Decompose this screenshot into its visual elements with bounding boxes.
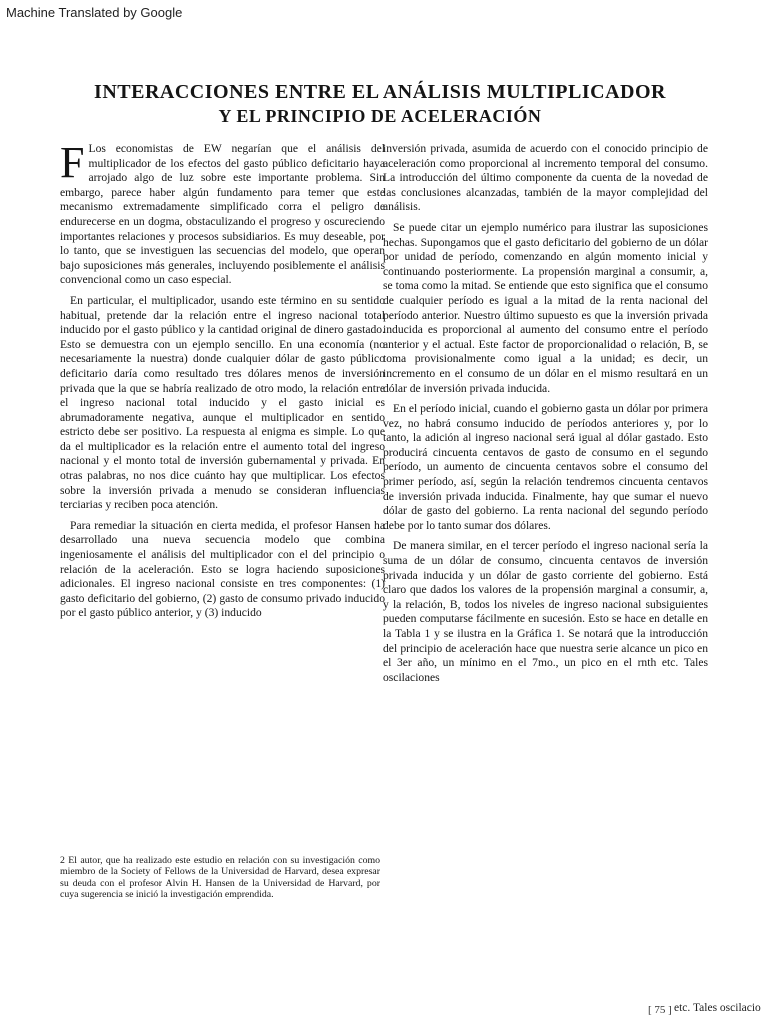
right-paragraph-1: inversión privada, asumida de acuerdo con el conocido principio de aceleración como proporcional al incremento temporal del consumo. La introducción del último componente da cuenta de la novedad de las conclusiones alcanzadas, también de la mayor complejidad del análisis. [383,142,708,214]
title-line-1: INTERACCIONES ENTRE EL ANÁLISIS MULTIPLICADOR [94,81,666,103]
left-paragraph-1-text: Los economistas de EW negarían que el análisis del multiplicador de los efectos del gasto público deficitario haya arrojado algo de luz sobre este importante problema. Sin embargo, parece haber algún fundamento para temer que este mecanismo extremadamente simplificado corra el peligro de endurecerse en un dogma, obstaculizando el progreso y oscureciendo importantes relaciones y procesos subsidiarios. Es muy deseable, por lo tanto, que se investiguen las secuencias del modelo, que operan bajo suposiciones más generales, incluyendo posiblemente el análisis convencional como un caso especial. [60,142,385,287]
page-number: [ 75 ] [648,1004,672,1016]
right-paragraph-2: Se puede citar un ejemplo numérico para ilustrar las suposiciones hechas. Supongamos que el gasto deficitario del gobierno de un dólar por unidad de período, comenzando en algún momento inicial y continuando posteriormente. La propensión marginal a consumir, a, se toma como la mitad. Se entiende que esto significa que el consumo de cualquier período es igual a la mitad de la renta nacional del período anterior. Nuestro último supuesto es que la inversión privada inducida es proporcional al aumento del consumo entre el período anterior y el actual. Este factor de proporcionalidad o relación, B, se toma provisionalmente como igual a la unidad; es decir, un incremento en el consumo de un dólar en el mismo resultará en un dólar de inversión privada inducida. [383,220,708,395]
right-paragraph-3: En el período inicial, cuando el gobierno gasta un dólar por primera vez, no habrá consumo inducido de períodos anteriores y, por lo tanto, la adición al ingreso nacional será igual al dólar gastado. Esto producirá cincuenta centavos de gasto de consumo en el segundo período, un aumento de cincuenta centavos sobre el consumo del primer período, así, según la relación tendremos cincuenta centavos de inversión privada inducida. Finalmente, hay que sumar el nuevo dólar de gasto del gobierno. La renta nacional del segundo período debe por lo tanto sumar dos dólares. [383,402,708,532]
title-line-2: Y EL PRINCIPIO DE ACELERACIÓN [218,106,542,126]
left-paragraph-1 [60,138,385,288]
article-title [60,80,700,128]
left-column [60,138,385,627]
footnote: 2 El autor, que ha realizado este estudio en relación con su investigación como miembro de la Society of Fellows de la Universidad de Harvard, desea expresar su deuda con el profesor Alvin H. Hansen de la Universidad de Harvard, por cuya sugerencia se inició la investigación emprendida. [60,855,380,901]
drop-cap: F [60,138,85,187]
overflow-text-fragment: etc. Tales oscilacio [674,1002,761,1014]
right-paragraph-4: De manera similar, en el tercer período el ingreso nacional sería la suma de un dólar de consumo, cincuenta centavos de inversión privada inducida y un dólar de gasto corriente del gobierno. Está claro que dados los valores de la propensión marginal a consumir, a, y la relación, B, todos los niveles de ingreso nacional subsiguientes pueden computarse fácilmente en sucesión. Esto se hace en detalle en la Tabla 1 y se ilustra en la Gráfica 1. Se notará que la introducción del principio de aceleración hace que nuestra serie alcance un pico en el 3er año, un mínimo en el 7mo., un pico en el rnth etc. Tales oscilaciones [383,539,708,684]
left-paragraph-2: En particular, el multiplicador, usando este término en su sentido habitual, pretende dar la relación entre el ingreso nacional total inducido por el gasto público y la cantidad original de dinero gastado. Esto se demuestra con un ejemplo sencillo. En una economía (no necesariamente la nuestra) donde cualquier dólar de gasto público deficitario daría como resultado tres dólares menos de inversión privada que la que se habría realizado de otro modo, la relación entre el ingreso nacional total inducido y el gasto inicial es abrumadoramente negativa, aunque el multiplicador en sentido estricto debe ser positivo. La respuesta al enigma es simple. Lo que da el multiplicador es la relación entre el aumento total del ingreso nacional y el monto total de inversión gubernamental y privada. En otras palabras, no nos dice cuánto hay que multiplicar. Los efectos sobre la inversión privada a menudo se consideran influencias terciarias y reciben poca atención. [60,293,385,512]
machine-translated-banner: Machine Translated by Google [6,5,183,20]
right-column [383,142,708,691]
left-paragraph-3: Para remediar la situación en cierta medida, el profesor Hansen ha desarrollado una nueva secuencia modelo que combina ingeniosamente el análisis del multiplicador con el del principio o relación de la aceleración. Esto se logra haciendo suposiciones adicionales. El ingreso nacional consiste en tres componentes: (1) gasto deficitario del gobierno, (2) gasto de consumo privado inducido por el gasto público anterior, y (3) inducido [60,518,385,620]
